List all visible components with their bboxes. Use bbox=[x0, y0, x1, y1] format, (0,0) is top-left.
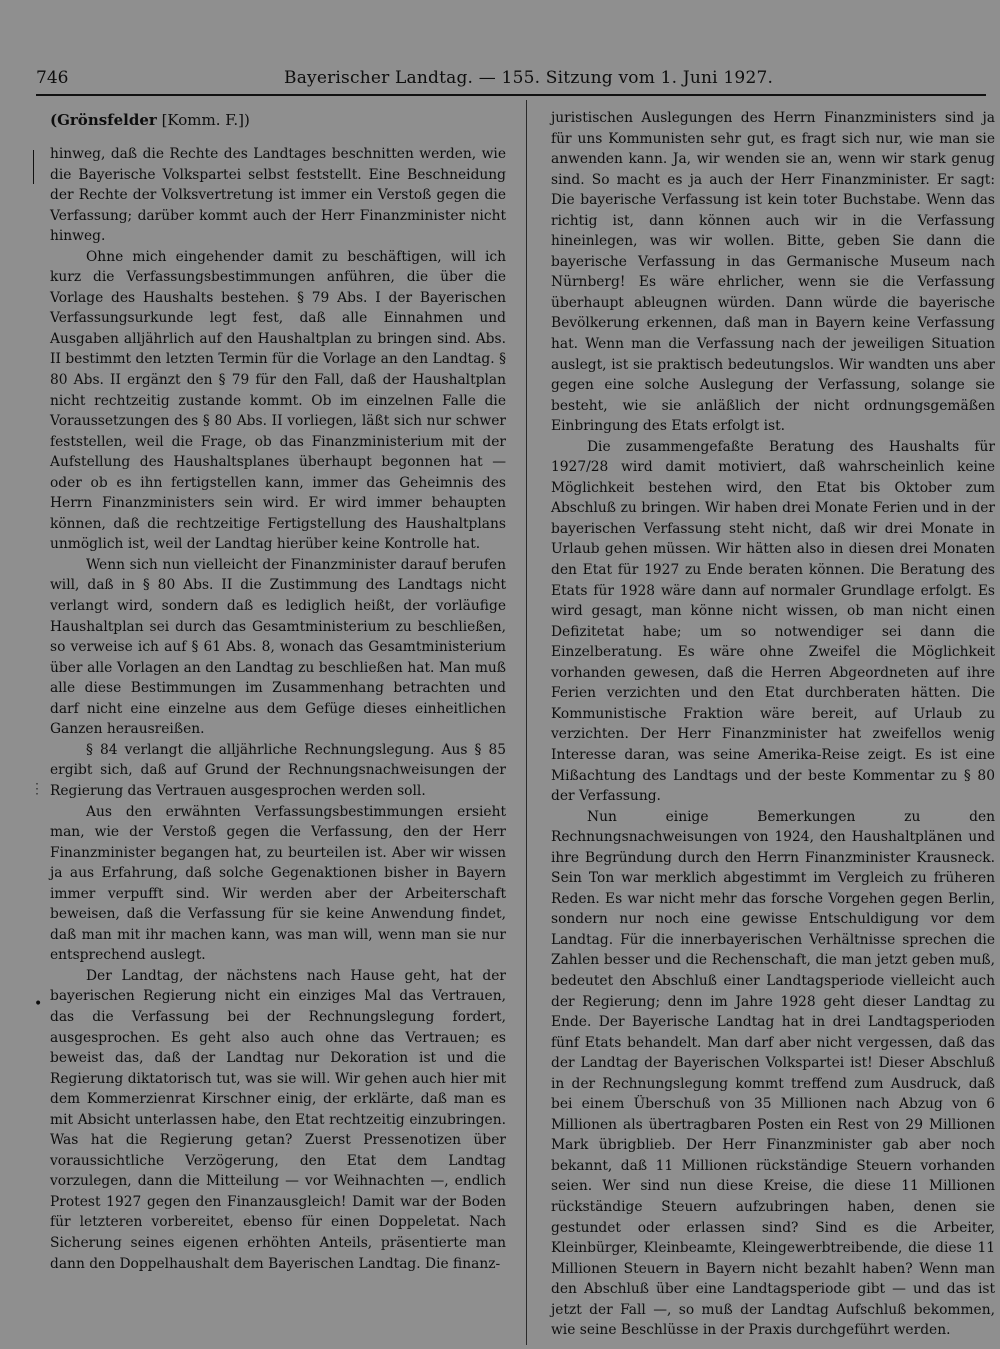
page-header bbox=[36, 66, 986, 92]
paragraph: Aus den erwähnten Verfassungsbestimmungen ersieht man, wie der Verstoß gegen die Verfassung, den der Herr Finanzminister begangen hat, zu beurteilen ist. Aber wir wissen ja aus Erfahrung, daß solche Gegenaktionen bisher in Bayern immer verpufft sind. Wir werden aber der Arbeiterschaft beweisen, daß die Verfassung für sie keine Anwendung findet, daß man mit ihr machen kann, was man will, wenn man sie nur entsprechend auslegt. bbox=[50, 803, 506, 964]
speaker-party: [Komm. F.]) bbox=[161, 111, 250, 129]
paragraph: Der Landtag, der nächstens nach Hause geht, hat der bayerischen Regierung nicht ein einziges Mal das Vertrauen, das die Verfassung bei der Rechnungslegung fordert, ausgesprochen. Es geht also auch ohne das Vertrauen; es beweist das, daß der Landtag nur Dekoration ist und die Regierung diktatorisch tut, was sie will. Wir gehen auch hier mit dem Kommerzienrat Kirschner einig, der erklärte, daß man es mit Absicht unterlassen habe, den Etat rechtzeitig einzubringen. Was hat die Regierung getan? Zuerst Pressenotizen über voraussichtliche Verzögerung, den Etat dem Landtag vorzulegen, dann die Mitteilung — vor Weihnachten —, endlich Protest 1927 gegen den Finanzausgleich! Damit war der Boden für letzteren vorbereitet, ebenso für einen Doppeletat. Nach Sicherung seines eigenen erhöhten Anteils, präsentierte man dann den Doppelhaushalt dem Bayerischen Landtag. Die finanz- bbox=[50, 967, 506, 1272]
right-column bbox=[551, 108, 995, 1341]
header-rule bbox=[36, 94, 986, 96]
paragraph: juristischen Auslegungen des Herrn Finanzministers sind ja für uns Kommunisten sehr gut, es fragt sich nur, wie man sie anwenden kann. Ja, wir wenden sie an, wenn wir stark genug sind. So macht es ja auch der Herr Finanzminister. Er sagt: Die bayerische Verfassung ist kein toter Buchstabe. Wenn das richtig ist, dann können auch wir in die Verfassung hineinlegen, was wir wollen. Bitte, geben Sie dann die bayerische Verfassung in das Germanische Museum nach Nürnberg! Es wäre ehrlicher, wenn sie die Verfassung überhaupt ableugnen würden. Dann würde die bayerische Bevölkerung erkennen, daß man in Bayern keine Verfassung hat. Wenn man die Verfassung nach der jeweiligen Situation auslegt, ist sie praktisch bedeutungslos. Wir wandten uns aber gegen eine solche Auslegung der Verfassung, solange sie besteht, wie sie anläßlich der nicht ordnungsgemäßen Einbringung des Etats erfolgt ist. bbox=[551, 110, 995, 435]
margin-bar-mark bbox=[33, 150, 34, 184]
paragraph: § 84 verlangt die alljährliche Rechnungslegung. Aus § 85 ergibt sich, daß auf Grund der Rechnungsnachweisungen der Regierung das Vertrauen ausgesprochen werden soll. bbox=[50, 741, 506, 799]
left-column bbox=[50, 108, 506, 1274]
speaker-name: (Grönsfelder bbox=[50, 111, 157, 129]
column-divider bbox=[526, 100, 527, 1345]
paragraph: Die zusammengefaßte Beratung des Haushalts für 1927/28 wird damit motiviert, daß wahrscheinlich keine Möglichkeit bestehen wird, den Etat bis Oktober zum Abschluß zu bringen. Wir haben drei Monate Ferien und in der bayerischen Verfassung steht nicht, daß wir drei Monate in Urlaub gehen müssen. Wir hätten also in diesen drei Monaten den Etat für 1927 zu Ende beraten können. Die Beratung des Etats für 1928 wäre dann auf normaler Grundlage erfolgt. Es wird gesagt, man könne nicht wissen, ob man nicht einen Defizitetat habe; um so notwendiger sei dann die Einzelberatung. Es wäre ohne Zweifel die Möglichkeit vorhanden gewesen, daß die Herren Abgeordneten auf ihre Ferien verzichten und den Etat durchberaten hätten. Die Kommunistische Fraktion wäre bereit, auf Urlaub zu verzichten. Der Herr Finanzminister hat zweifellos wenig Interesse daran, was seine Amerika-Reise zeigt. Es ist eine Mißachtung des Landtags und der beste Kommentar zu § 80 der Verfassung. bbox=[551, 438, 995, 805]
paragraph: hinweg, daß die Rechte des Landtages beschnitten werden, wie die Bayerische Volkspartei selbst feststellt. Eine Beschneidung der Rechte der Volksvertretung ist immer ein Verstoß gegen die Verfassung; darüber kommt auch der Herr Finanzminister nicht hinweg. bbox=[50, 146, 506, 245]
speaker-attribution bbox=[50, 108, 506, 132]
paragraph: Wenn sich nun vielleicht der Finanzminister darauf berufen will, daß in § 80 Abs. II die Zustimmung des Landtags nicht verlangt wird, sondern daß es lediglich heißt, der vorläufige Haushaltplan sei durch das Gesamtministerium zu beschließen, so verweise ich auf § 61 Abs. 8, wonach das Gesamtministerium über alle Vorlagen an den Landtag zu beschließen hat. Man muß alle diese Bestimmungen im Zusammenhang betrachten und darf nicht eine einzelne aus dem Gefüge dieses einheitlichen Ganzen herausreißen. bbox=[50, 556, 506, 738]
paragraph: Ohne mich eingehender damit zu beschäftigen, will ich kurz die Verfassungsbestimmungen anführen, die über die Vorlage des Haushalts bestehen. § 79 Abs. I der Bayerischen Verfassungsurkunde legt fest, daß alle Einnahmen und Ausgaben alljährlich auf den Haushaltplan zu bringen sind. Abs. II bestimmt den letzten Termin für die Vorlage an den Landtag. § 80 Abs. II ergänzt den § 79 für den Fall, daß der Haushaltplan nicht rechtzeitig zustande kommt. Ob im einzelnen Falle die Voraussetzungen des § 80 Abs. II vorliegen, läßt sich nur schwer feststellen, weil die Frage, ob das Finanzministerium mit der Aufstellung des Haushaltsplanes überhaupt begonnen hat — oder ob es ihn fertigstellen kann, immer das Geheimnis des Herrn Finanzministers sein wird. Er wird immer behaupten können, daß die rechtzeitige Fertigstellung des Haushaltplans unmöglich ist, weil der Landtag hierüber keine Kontrolle hat. bbox=[50, 248, 506, 553]
page-number: 746 bbox=[36, 68, 69, 88]
running-head: Bayerischer Landtag. — 155. Sitzung vom 1. Juni 1927. bbox=[284, 68, 774, 88]
margin-dots-mark: ⋮ bbox=[30, 781, 44, 797]
margin-bullet-mark: • bbox=[34, 996, 43, 1012]
paragraph: Nun einige Bemerkungen zu den Rechnungsnachweisungen von 1924, den Haushaltplänen und ihre Begründung durch den Herrn Finanzminister Krausneck. Sein Ton war merklich abgestimmt im Vergleich zu früheren Reden. Es war nicht mehr das forsche Vorgehen gegen Berlin, sondern nur noch eine gewisse Entschuldigung vor dem Landtag. Für die innerbayerischen Verhältnisse sprechen die Zahlen besser und die Rechenschaft, die man jetzt geben muß, bedeutet den Abschluß einer Landtagsperiode vielleicht auch der Regierung; denn im Jahre 1928 geht dieser Landtag zu Ende. Der Bayerische Landtag hat in drei Landtagsperioden fünf Etats behandelt. Man darf aber nicht vergessen, daß das der Landtag der Bayerischen Volkspartei ist! Dieser Abschluß in der Rechnungslegung kommt treffend zum Ausdruck, daß bei einem Überschuß von 35 Millionen nach Abzug von 6 Millionen als übertragbaren Posten ein Rest von 29 Millionen Mark übrigblieb. Der Herr Finanzminister gab aber noch bekannt, daß 11 Millionen rückständige Steuern vorhanden seien. Wer sind nun diese Kreise, die diese 11 Millionen rückständige Steuern aufzubringen haben, denen sie gestundet oder erlassen sind? Sind es die Arbeiter, Kleinbürger, Kleinbeamte, Kleingewerbtreibende, die diese 11 Millionen Steuern in Bayern nicht bezahlt haben? Wenn man den Abschluß über eine Landtagsperiode gibt — und das ist jetzt der Fall —, so muß der Landtag Aufschluß bekommen, wie seine Beschlüsse in der Praxis durchgeführt werden. bbox=[551, 808, 995, 1339]
